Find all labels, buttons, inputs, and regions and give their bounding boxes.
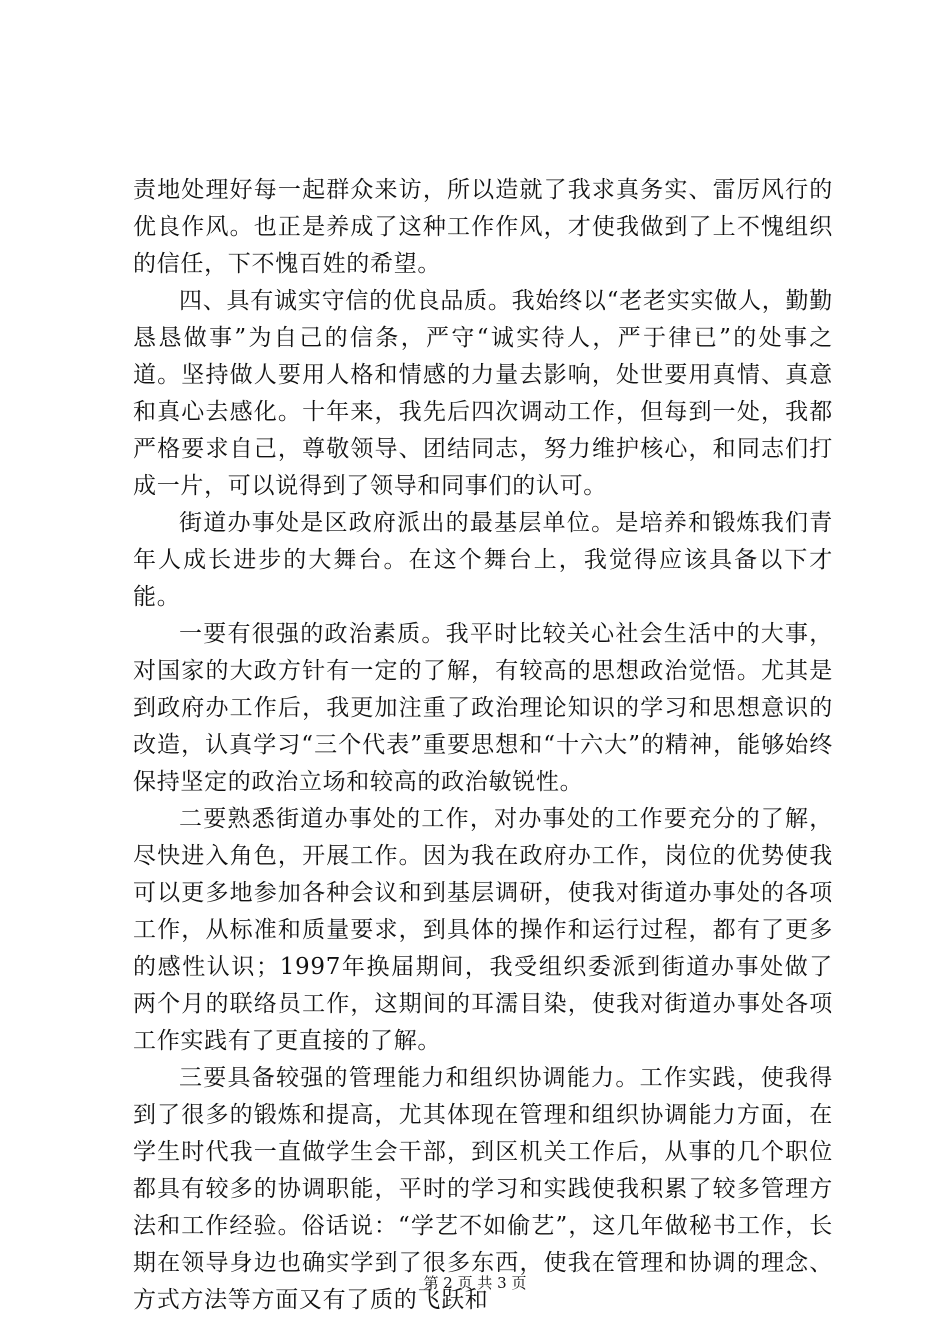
paragraph-2: 四、具有诚实守信的优良品质。我始终以“老老实实做人，勤勤恳恳做事”为自己的信条，严守“诚实待人，严于律已”的处事之道。坚持做人要用人格和情感的力量去影响，处世要用真情、真意和真心去感化。十年来，我先后四次调动工作，但每到一处，我都严格要求自己，尊敬领导、团结同志，努力维护核心，和同志们打成一片，可以说得到了领导和同事们的认可。 <box>133 288 833 499</box>
paragraph-1: 责地处理好每一起群众来访，所以造就了我求真务实、雷厉风行的优良作风。也正是养成了这种工作作风，才使我做到了上不愧组织的信任，下不愧百姓的希望。 <box>133 177 833 277</box>
paragraph-4: 一要有很强的政治素质。我平时比较关心社会生活中的大事，对国家的大政方针有一定的了解，有较高的思想政治觉悟。尤其是到政府办工作后，我更加注重了政治理论知识的学习和思想意识的改造，认真学习“三个代表”重要思想和“十六大”的精神，能够始终保持坚定的政治立场和较高的政治敏锐性。 <box>133 621 833 795</box>
paragraph-3: 街道办事处是区政府派出的最基层单位。是培养和锻炼我们青年人成长进步的大舞台。在这个舞台上，我觉得应该具备以下才能。 <box>133 510 833 610</box>
paragraph-6: 三要具备较强的管理能力和组织协调能力。工作实践，使我得到了很多的锻炼和提高，尤其体现在管理和组织协调能力方面，在学生时代我一直做学生会干部，到区机关工作后，从事的几个职位都具有较多的协调职能，平时的学习和实践使我积累了较多管理方法和工作经验。俗话说：“学艺不如偷艺”，这几年做秘书工作，长期在领导身边也确实学到了很多东西，使我在管理和协调的理念、方式方法等方面又有了质的飞跃和 <box>133 1065 833 1313</box>
page-footer: 第 2 页 共 3 页 <box>423 1274 527 1292</box>
paragraph-5: 二要熟悉街道办事处的工作，对办事处的工作要充分的了解，尽快进入角色，开展工作。因为我在政府办工作，岗位的优势使我可以更多地参加各种会议和到基层调研，使我对街道办事处的各项工作，从标准和质量要求，到具体的操作和运行过程，都有了更多的感性认识；1997年换届期间，我受组织委派到街道办事处做了两个月的联络员工作，这期间的耳濡目染，使我对街道办事处各项工作实践有了更直接的了解。 <box>133 806 833 1054</box>
document-body <box>133 172 833 1319</box>
